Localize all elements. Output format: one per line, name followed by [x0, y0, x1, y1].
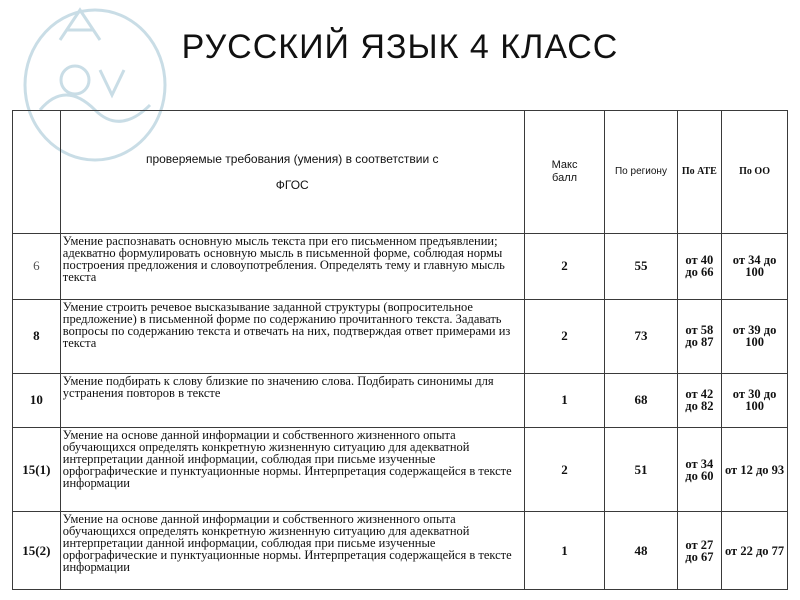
requirement-text: Умение распознавать основную мысль текста при его письменном предъявлении; адекватно формулировать основную мысль в письменной форме, соблюдая нормы построения предложения и словоупотребления. Определять тему и главную мысль текста: [60, 233, 524, 299]
header-requirements: [60, 111, 524, 234]
table-row: [13, 428, 788, 512]
table-row: [13, 233, 788, 299]
header-requirements-line1: проверяемые требования (умения) в соответствии с: [145, 151, 439, 166]
region-score: 48: [605, 512, 677, 590]
header-row: [13, 111, 788, 234]
header-region: По регионy: [605, 111, 677, 234]
table-row: [13, 512, 788, 590]
requirement-text: Умение на основе данной информации и собственного жизненного опыта обучающихся определять конкретную жизненную ситуацию для адекватной интерпретации данной информации, соблюдая при письме изученные орфографические и пунктуационные нормы. Интерпретация содержащейся в тексте информации: [60, 428, 524, 512]
ate-range: от 27 до 67: [677, 512, 722, 590]
max-score: 2: [524, 428, 605, 512]
oo-range: от 39 до 100: [722, 300, 788, 374]
header-empty-cell: [13, 111, 61, 234]
results-table: [12, 110, 788, 590]
ate-range: от 58 до 87: [677, 300, 722, 374]
task-number: 10: [13, 373, 61, 428]
task-number: 15(1): [13, 428, 61, 512]
region-score: 73: [605, 300, 677, 374]
table-row: [13, 373, 788, 428]
header-ate: По АТЕ: [677, 111, 722, 234]
requirement-text: Умение подбирать к слову близкие по значению слова. Подбирать синонимы для устранения повторов в тексте: [60, 373, 524, 428]
oo-range: от 12 до 93: [722, 428, 788, 512]
requirement-text: Умение строить речевое высказывание заданной структуры (вопросительное предложение) в письменной форме по содержанию прочитанного текста. Задавать вопросы по содержанию текста и отвечать на них, подтверждая ответ примерами из текста: [60, 300, 524, 374]
task-number: 8: [13, 300, 61, 374]
header-max-score: [524, 111, 605, 234]
header-oo: По ОО: [722, 111, 788, 234]
max-score: 2: [524, 300, 605, 374]
page-title: РУССКИЙ ЯЗЫК 4 КЛАСС: [181, 28, 619, 66]
oo-range: от 30 до 100: [722, 373, 788, 428]
max-score: 2: [524, 233, 605, 299]
task-number: 15(2): [13, 512, 61, 590]
oo-range: от 34 до 100: [722, 233, 788, 299]
ate-range: от 40 до 66: [677, 233, 722, 299]
ate-range: от 34 до 60: [677, 428, 722, 512]
region-score: 68: [605, 373, 677, 428]
table-row: [13, 300, 788, 374]
ate-range: от 42 до 82: [677, 373, 722, 428]
header-requirements-line2: ФГОС: [275, 177, 309, 192]
header-max-line2: балл: [552, 171, 578, 184]
task-number: 6: [13, 233, 61, 299]
region-score: 51: [605, 428, 677, 512]
requirement-text: Умение на основе данной информации и собственного жизненного опыта обучающихся определять конкретную жизненную ситуацию для адекватной интерпретации данной информации, соблюдая при письме изученные орфографические и пунктуационные нормы. Интерпретация содержащейся в тексте информации: [60, 512, 524, 590]
max-score: 1: [524, 512, 605, 590]
oo-range: от 22 до 77: [722, 512, 788, 590]
region-score: 55: [605, 233, 677, 299]
header-max-line1: Макс: [551, 158, 578, 171]
max-score: 1: [524, 373, 605, 428]
